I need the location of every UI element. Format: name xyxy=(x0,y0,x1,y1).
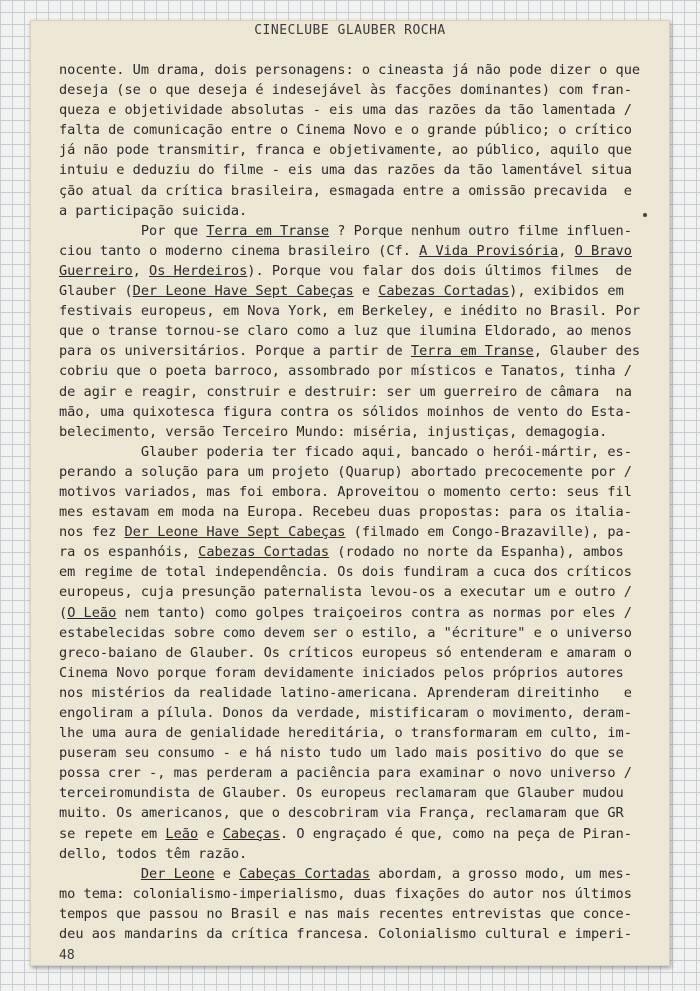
text-line xyxy=(59,301,641,321)
underlined-title: A Vida Provisória xyxy=(419,242,559,259)
underlined-title: Os Herdeiros xyxy=(149,262,248,279)
text-line xyxy=(59,100,637,120)
text-run: mão, uma quixotesca figura contra os sólidos moinhos de vento do Esta- xyxy=(59,403,632,420)
text-run: que o transe tornou-se claro como a luz que ilumina Eldorado, ao menos xyxy=(59,323,632,340)
page-header: CINECLUBE GLAUBER ROCHA xyxy=(254,23,446,38)
text-run: nos mistérios da realidade latino-americana. Aprenderam direitinho e xyxy=(59,684,632,701)
text-line xyxy=(59,361,637,381)
text-line xyxy=(59,60,641,80)
text-run: (filmado em Congo-Brazaville), pa- xyxy=(345,524,632,541)
underlined-title: Cabeças Cortadas xyxy=(239,865,371,882)
underlined-title: Terra em Transe xyxy=(410,343,534,360)
underlined-title: O Leão xyxy=(67,604,117,621)
text-line xyxy=(59,120,637,140)
text-run: motivos variados, mas foi embora. Aproveitou o momento certo: seus fil xyxy=(59,483,632,500)
text-line xyxy=(59,201,637,221)
text-line xyxy=(59,864,637,884)
body-text xyxy=(59,60,641,944)
text-run xyxy=(59,866,141,882)
text-run: para os universitários. Porque a partir de xyxy=(59,343,411,360)
text-run: deu aos mandarins da crítica francesa. Colonialismo cultural e imperi- xyxy=(59,926,632,943)
text-line xyxy=(59,743,637,763)
text-line xyxy=(59,703,637,723)
text-run: Cinema Novo porque foram devidamente iniciados pelos próprios autores xyxy=(59,664,624,681)
text-run: belecimento, versão Terceiro Mundo: miséria, injustiças, demagogia. xyxy=(59,423,608,440)
page-number: 48 xyxy=(59,948,75,963)
text-line xyxy=(59,261,637,281)
text-run: europeus, cuja presunção paternalista levou-os a executar um e outro / xyxy=(59,584,632,601)
text-run: muito. Os americanos, que o descobriram via França, reclamaram que GR xyxy=(59,805,624,822)
text-line xyxy=(59,321,637,341)
text-line xyxy=(59,603,637,623)
text-run: greco-baiano de Glauber. Os críticos europeus só entenderam e amaram o xyxy=(59,644,632,661)
text-line xyxy=(59,522,637,542)
text-run: em regime de total independência. Os dois fundiram a cuca dos críticos xyxy=(59,564,632,581)
text-run: e xyxy=(353,283,379,300)
text-run: festivais europeus, em Nova York, em Berkeley, e inédito no Brasil. Por xyxy=(59,303,641,320)
text-line xyxy=(59,382,637,402)
underlined-title: Guerreiro xyxy=(59,262,133,279)
text-run: ? Porque nenhum outro filme influen- xyxy=(329,222,632,239)
text-run: Por que xyxy=(59,222,207,239)
text-run: falta de comunicação entre o Cinema Novo e o grande público; o crítico xyxy=(59,122,632,139)
text-line xyxy=(59,502,637,522)
text-line xyxy=(59,221,637,241)
text-line xyxy=(59,663,637,683)
text-run: , xyxy=(558,242,575,259)
text-run: , xyxy=(132,262,150,279)
underlined-title: O Bravo xyxy=(574,242,632,259)
text-line xyxy=(59,904,637,924)
text-run: Glauber poderia ter ficado aqui, bancado o herói-mártir, es- xyxy=(59,443,632,460)
underlined-title: Der Leone Have Sept Cabeças xyxy=(124,524,346,541)
text-run: de agir e reagir, construir e destruir: ser um guerreiro de câmara na xyxy=(59,383,632,400)
text-line xyxy=(59,482,637,502)
underlined-title: Cabezas Cortadas xyxy=(198,544,330,561)
text-line xyxy=(59,924,637,944)
text-line xyxy=(59,140,637,160)
text-run: lhe uma aura de genialidade hereditária, o transformaram em culto, im- xyxy=(59,725,632,742)
text-line xyxy=(59,462,637,482)
text-run: . O engraçado é que, como na peça de Piran- xyxy=(280,825,632,842)
text-run: e xyxy=(214,865,240,882)
text-run: intuiu e deduziu do filme - eis uma das razões da tão lamentável situa xyxy=(59,162,632,179)
text-run: perando a solução para um projeto (Quarup) abortado precocemente por / xyxy=(59,463,632,480)
text-run: ), exibidos em xyxy=(509,283,624,300)
underlined-title: Cabezas Cortadas xyxy=(378,283,510,300)
text-run: nos fez xyxy=(59,524,125,541)
text-run: nocente. Um drama, dois personagens: o cineasta já não pode dizer o que xyxy=(59,62,641,78)
text-line xyxy=(59,241,637,261)
text-run: e xyxy=(198,825,223,842)
text-run: , Glauber des xyxy=(533,343,641,360)
text-run: já não pode transmitir, franca e objetivamente, ao público, aquilo que xyxy=(59,142,632,159)
typewritten-page xyxy=(30,20,670,966)
text-line xyxy=(59,80,637,100)
text-line xyxy=(59,562,637,582)
text-line xyxy=(59,763,637,783)
text-run: estabelecidas sobre como devem ser o estilo, a "écriture" e o universo xyxy=(59,624,632,641)
text-line xyxy=(59,824,637,844)
underlined-title: Der Leone xyxy=(140,865,215,882)
text-run: se repete em xyxy=(59,825,166,842)
text-run: ( xyxy=(59,604,68,621)
text-run: cobriu que o poeta barroco, assombrado por místicos e Tanatos, tinha / xyxy=(59,363,632,380)
text-run: Glauber ( xyxy=(59,283,133,300)
text-line xyxy=(59,783,637,803)
text-run: queza e objetividade absolutas - eis uma das razões da tão lamentada / xyxy=(59,102,632,119)
text-run: terceiromundista de Glauber. Os europeus reclamaram que Glauber mudou xyxy=(59,785,624,802)
underlined-title: Der Leone Have Sept Cabeças xyxy=(132,283,354,300)
text-run: engoliram a pílula. Donos da verdade, mistificaram o movimento, deram- xyxy=(59,705,632,721)
text-run: deseja (se o que deseja é indesejável às facções dominantes) com fran- xyxy=(59,82,632,99)
text-run: mes estavam em moda na Europa. Recebeu duas propostas: para os italia- xyxy=(59,504,632,521)
text-run: puseram seu consumo - e há nisto tudo um lado mais positivo do que se xyxy=(59,745,624,762)
text-line xyxy=(59,643,637,663)
text-line xyxy=(59,582,637,602)
underlined-title: Leão xyxy=(165,825,199,842)
text-line xyxy=(59,181,637,201)
text-run: mo tema: colonialismo-imperialismo, duas fixações do autor nos últimos xyxy=(59,885,632,902)
text-line xyxy=(59,341,641,361)
text-line xyxy=(59,844,637,864)
underlined-title: Terra em Transe xyxy=(206,222,330,239)
text-run: possa crer -, mas perderam a paciência para examinar o novo universo / xyxy=(59,765,632,782)
text-run: tempos que passou no Brasil e nas mais recentes entrevistas que conce- xyxy=(59,905,632,922)
text-run: abordam, a grosso modo, um mes- xyxy=(370,865,632,882)
text-line xyxy=(59,803,637,823)
text-line xyxy=(59,542,637,562)
text-run: ciou tanto o moderno cinema brasileiro (Cf. xyxy=(59,242,420,259)
text-line xyxy=(59,402,637,422)
text-run: ção atual da crítica brasileira, esmagada entre a omissão precavida e xyxy=(59,182,632,199)
text-run: (rodado no norte da Espanha), ambos xyxy=(329,544,624,561)
text-line xyxy=(59,442,637,462)
punch-mark xyxy=(643,213,647,217)
text-run: ). Porque vou falar dos dois últimos filmes de xyxy=(247,262,632,279)
text-line xyxy=(59,683,637,703)
text-line xyxy=(59,281,637,301)
text-run: dello, todos têm razão. xyxy=(59,845,248,862)
text-run: a participação suicida. xyxy=(59,202,248,219)
text-line xyxy=(59,422,637,442)
text-line xyxy=(59,160,637,180)
text-run: nem tanto) como golpes traiçoeiros contra as normas por eles / xyxy=(116,604,632,621)
text-run: ra os espanhóis, xyxy=(59,544,199,561)
text-line xyxy=(59,884,637,904)
underlined-title: Cabeças xyxy=(222,825,281,842)
text-line xyxy=(59,723,637,743)
text-line xyxy=(59,623,637,643)
